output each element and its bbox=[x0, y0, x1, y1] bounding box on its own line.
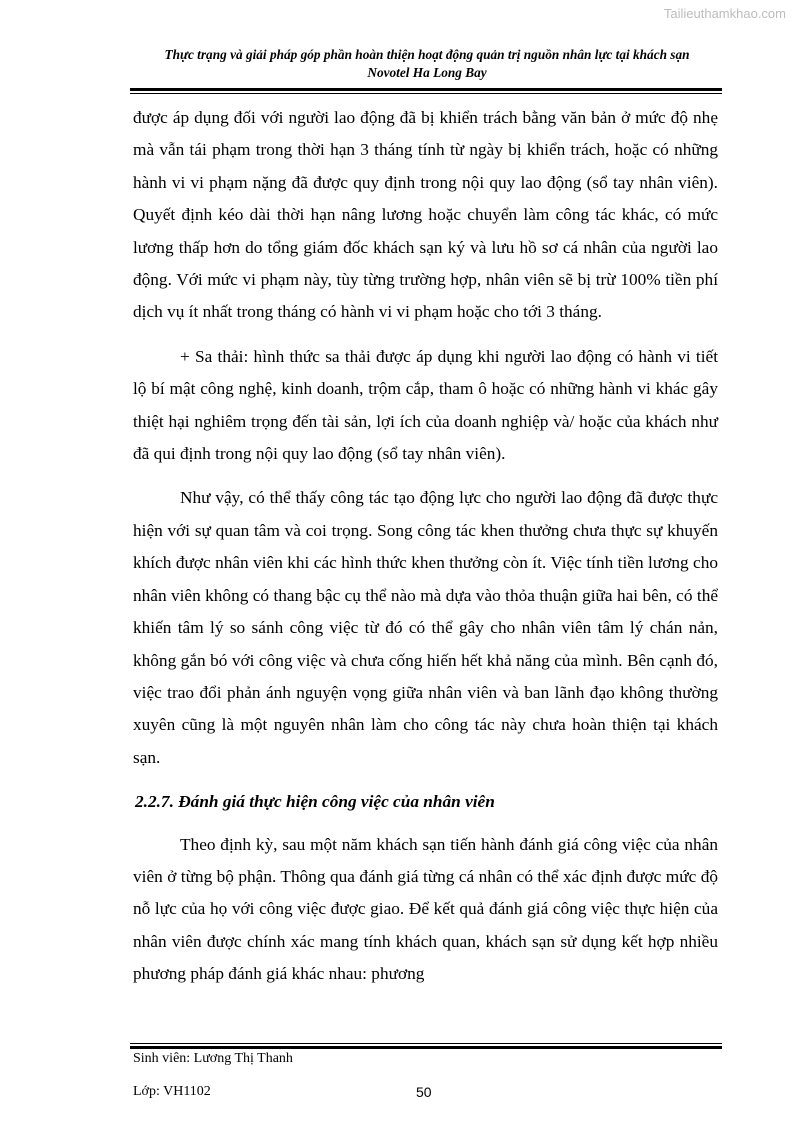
paragraph-continuation: được áp dụng đối với người lao động đã bị khiển trách bằng văn bản ở mức độ nhẹ mà vẫn tái phạm trong thời hạn 3 tháng tính từ ngày bị khiển trách, hoặc có những hành vi vi phạm nặng đã được quy định trong nội quy lao động (sổ tay nhân viên). Quyết định kéo dài thời hạn nâng lương hoặc chuyển làm công tác khác, có mức lương thấp hơn do tổng giám đốc khách sạn ký và lưu hồ sơ cá nhân của người lao động. Với mức vi phạm này, tùy từng trường hợp, nhân viên sẽ bị trừ 100% tiền phí dịch vụ ít nhất trong tháng có hành vi vi phạm hoặc cho tới 3 tháng. bbox=[133, 108, 718, 322]
section-heading: 2.2.7. Đánh giá thực hiện công việc của nhân viên bbox=[135, 792, 495, 812]
paragraph-evaluation: Theo định kỳ, sau một năm khách sạn tiến hành đánh giá công việc của nhân viên ở từng bộ phận. Thông qua đánh giá từng cá nhân có thể xác định được mức độ nỗ lực của họ với công việc được giao. Để kết quả đánh giá công việc thực hiện của nhân viên được chính xác mang tính khách quan, khách sạn sử dụng kết hợp nhiều phương pháp đánh giá khác nhau: phương bbox=[133, 834, 718, 984]
watermark: Tailieuthamkhao.com bbox=[663, 6, 786, 21]
footer-rule-thick bbox=[130, 1046, 722, 1049]
header-line-2: Novotel Ha Long Bay bbox=[367, 65, 487, 80]
header-rule-thick bbox=[130, 88, 722, 91]
header-rule-thin bbox=[130, 93, 722, 94]
footer-rule-thin bbox=[130, 1043, 722, 1044]
running-header bbox=[120, 46, 734, 82]
footer-student: Sinh viên: Lương Thị Thanh bbox=[133, 1051, 293, 1066]
paragraph-summary: Như vậy, có thể thấy công tác tạo động lực cho người lao động đã được thực hiện với sự quan tâm và coi trọng. Song công tác khen thưởng chưa thực sự khuyến khích được nhân viên khi các hình thức khen thưởng còn ít. Việc tính tiền lương cho nhân viên không có thang bậc cụ thể nào mà dựa vào thỏa thuận giữa hai bên, có thể khiến tâm lý so sánh công việc từ đó có thể gây cho nhân viên tâm lý chán nản, không gắn bó với công việc và chưa cống hiến hết khả năng của mình. Bên cạnh đó, việc trao đổi phản ánh nguyện vọng giữa nhân viên và ban lãnh đạo không thường xuyên cũng là một nguyên nhân làm cho công tác này chưa hoàn thiện tại khách sạn. bbox=[133, 488, 718, 767]
paragraph-dismissal: + Sa thải: hình thức sa thải được áp dụng khi người lao động có hành vi tiết lộ bí mật công nghệ, kinh doanh, trộm cắp, tham ô hoặc có những hành vi khác gây thiệt hại nghiêm trọng đến tài sản, lợi ích của doanh nghiệp và/ hoặc của khách như đã qui định trong nội quy lao động (sổ tay nhân viên). bbox=[133, 346, 718, 464]
page-number: 50 bbox=[416, 1084, 432, 1100]
header-line-1: Thực trạng và giải pháp góp phần hoàn thiện hoạt động quản trị nguồn nhân lực tại khách sạn bbox=[164, 47, 690, 62]
footer-class: Lớp: VH1102 bbox=[133, 1084, 211, 1099]
document-body bbox=[133, 102, 718, 1003]
